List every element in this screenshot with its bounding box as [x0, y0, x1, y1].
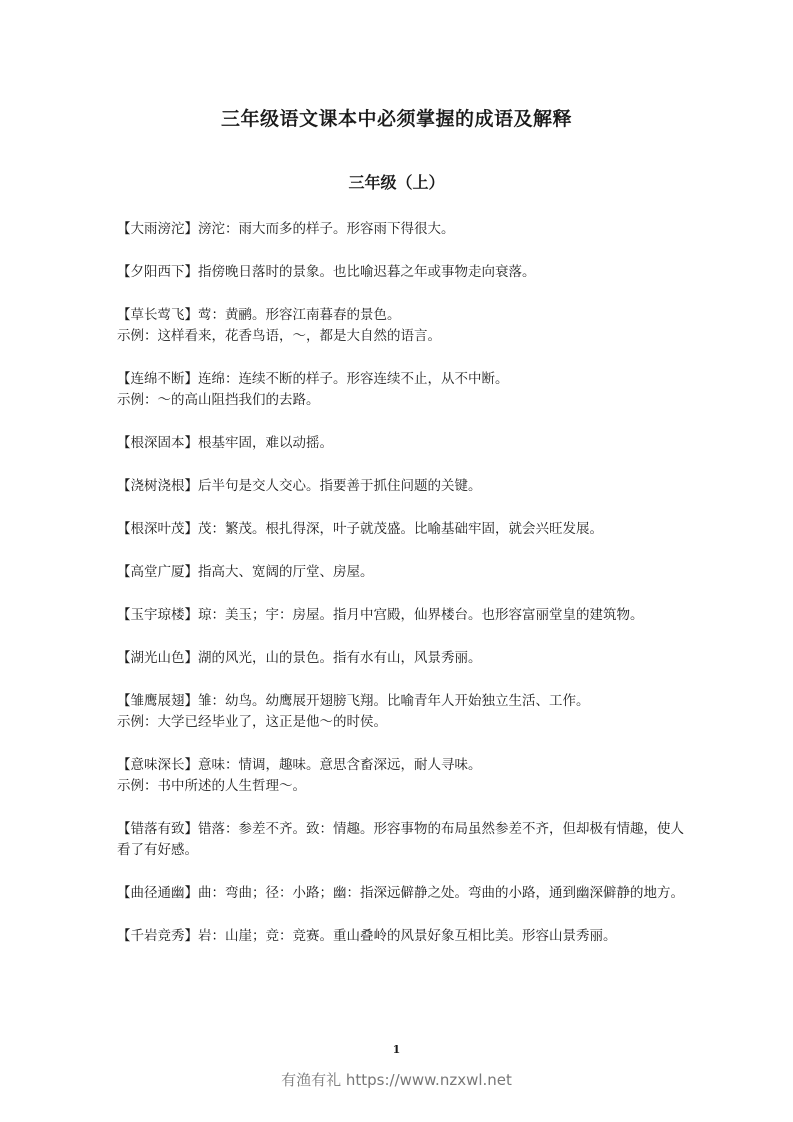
watermark-text: 有渔有礼 https://www.nzxwl.net — [281, 1071, 512, 1089]
idiom-entry — [117, 219, 685, 240]
idiom-definition: 雏：幼鸟。幼鹰展开翅膀飞翔。比喻青年人开始独立生活、工作。 — [198, 693, 590, 709]
idiom-entry — [117, 605, 685, 626]
page-number: 1 — [392, 1043, 401, 1056]
idiom-term: 【错落有致】 — [117, 821, 198, 837]
idiom-term: 【玉宇琼楼】 — [117, 607, 198, 623]
idiom-definition: 莺：黄鹂。形容江南暮春的景色。 — [198, 307, 401, 323]
idiom-example: 示例：～的高山阻挡我们的去路。 — [117, 392, 320, 408]
idiom-definition: 茂：繁茂。根扎得深，叶子就茂盛。比喻基础牢固，就会兴旺发展。 — [198, 521, 603, 537]
idiom-term: 【夕阳西下】 — [117, 264, 198, 280]
idiom-term: 【雏鹰展翅】 — [117, 693, 198, 709]
section-title: 三年级（上） — [348, 173, 445, 192]
idiom-entry — [117, 819, 685, 861]
idiom-definition: 连绵：连续不断的样子。形容连续不止，从不中断。 — [198, 371, 509, 387]
idiom-entry — [117, 262, 685, 283]
idiom-entry — [117, 755, 685, 797]
idiom-definition: 滂沱：雨大而多的样子。形容雨下得很大。 — [198, 221, 455, 237]
idiom-entry — [117, 433, 685, 454]
idiom-entry — [117, 476, 685, 497]
idiom-term: 【根深固本】 — [117, 435, 198, 451]
idiom-term: 【浇树浇根】 — [117, 478, 198, 494]
idiom-definition: 指傍晚日落时的景象。也比喻迟暮之年或事物走向衰落。 — [198, 264, 536, 280]
idiom-example: 示例：书中所述的人生哲理～。 — [117, 778, 306, 794]
idiom-term: 【曲径通幽】 — [117, 885, 198, 901]
idiom-definition: 意味：情调，趣味。意思含畜深远，耐人寻味。 — [198, 757, 482, 773]
idiom-entry — [117, 562, 685, 583]
idiom-example: 示例：大学已经毕业了，这正是他～的时侯。 — [117, 714, 387, 730]
idiom-term: 【草长莺飞】 — [117, 307, 198, 323]
idiom-definition: 湖的风光，山的景色。指有水有山，风景秀丽。 — [198, 650, 482, 666]
idiom-definition: 错落：参差不齐。致：情趣。形容事物的布局虽然参差不齐，但却极有情趣，使人看了有好感。 — [117, 821, 684, 858]
idiom-entry — [117, 883, 685, 904]
idiom-term: 【湖光山色】 — [117, 650, 198, 666]
idiom-term: 【高堂广厦】 — [117, 564, 198, 580]
idiom-example: 示例：这样看来，花香鸟语，～，都是大自然的语言。 — [117, 328, 441, 344]
idiom-definition: 琼：美玉；宇：房屋。指月中宫殿，仙界楼台。也形容富丽堂皇的建筑物。 — [198, 607, 644, 623]
idiom-entry — [117, 926, 685, 947]
idiom-definition: 指高大、宽阔的厅堂、房屋。 — [198, 564, 374, 580]
idiom-definition: 后半句是交人交心。指要善于抓住问题的关键。 — [198, 478, 482, 494]
idiom-term: 【大雨滂沱】 — [117, 221, 198, 237]
idiom-term: 【意味深长】 — [117, 757, 198, 773]
idiom-entry — [117, 648, 685, 669]
idiom-entry — [117, 305, 685, 347]
idiom-entry — [117, 369, 685, 411]
idiom-entry — [117, 691, 685, 733]
idiom-list — [117, 219, 685, 969]
idiom-term: 【连绵不断】 — [117, 371, 198, 387]
page-title: 三年级语文课本中必须掌握的成语及解释 — [220, 108, 572, 130]
idiom-term: 【千岩竞秀】 — [117, 928, 198, 944]
idiom-term: 【根深叶茂】 — [117, 521, 198, 537]
idiom-entry — [117, 519, 685, 540]
idiom-definition: 岩：山崖；竞：竞赛。重山叠岭的风景好象互相比美。形容山景秀丽。 — [198, 928, 617, 944]
idiom-definition: 根基牢固，难以动摇。 — [198, 435, 333, 451]
idiom-definition: 曲：弯曲；径：小路；幽：指深远僻静之处。弯曲的小路，通到幽深僻静的地方。 — [198, 885, 684, 901]
